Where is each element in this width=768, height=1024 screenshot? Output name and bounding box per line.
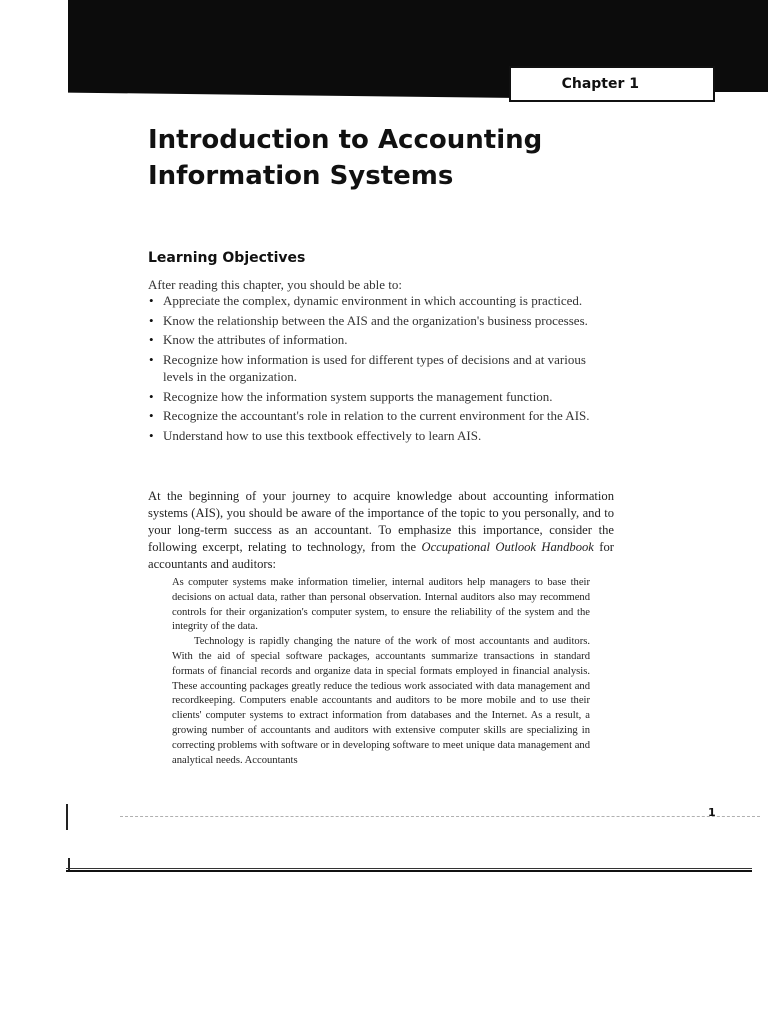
intro-text: At the beginning of your journey to acquire knowledge about accounting information systems (AIS), you should be aware of the importance of the topic to you personally, and to your long-term success as an accountant. To emphasize this importance, consider the following excerpt, relating to technology, from the bbox=[148, 489, 614, 554]
chapter-label: Chapter 1 bbox=[561, 76, 639, 92]
chapter-title-line-1: Introduction to Accounting bbox=[148, 125, 543, 155]
learning-objectives-heading: Learning Objectives bbox=[148, 250, 306, 266]
excerpt-paragraph-2: Technology is rapidly changing the nature of the work of most accountants and auditors. With the aid of special software packages, accountants summarize transactions in standard formats of financial records and organize data in special formats employed in financial analysis. These accounting packages greatly reduce the tedious work associated with data management and recordkeeping. Computers enable accountants and auditors to be more mobile and to use their clients' computer systems to extract information from databases and the Internet. As a result, a growing number of accountants and auditors with extensive computer skills are specializing in correcting problems with software or in developing software to meet unique data management and analytical needs. Accountants bbox=[172, 636, 590, 766]
learning-objectives-intro: After reading this chapter, you should be able to: bbox=[148, 277, 402, 292]
footer-mark bbox=[66, 804, 68, 830]
footer-rule bbox=[120, 816, 760, 818]
objective-item: • Understand how to use this textbook effectively to learn AIS. bbox=[148, 427, 618, 445]
chapter-box bbox=[509, 66, 715, 102]
excerpt-paragraph-1: As computer systems make information timelier, internal auditors help managers to base their decisions on actual data, rather than personal observation. Internal auditors also may recommend controls for their organization's computer system, to ensure the reliability of the system and the integrity of the data. bbox=[172, 577, 590, 633]
objective-item: • Recognize the accountant's role in relation to the current environment for the AIS. bbox=[148, 407, 618, 425]
page-number: 1 bbox=[708, 806, 716, 819]
objective-item: • Know the attributes of information. bbox=[148, 331, 618, 349]
intro-text-end: for accountants and auditors: bbox=[148, 540, 614, 571]
objective-item: • Appreciate the complex, dynamic environment in which accounting is practiced. bbox=[148, 292, 618, 310]
chapter-title-line-2: Information Systems bbox=[148, 161, 454, 191]
handbook-title: Occupational Outlook Handbook bbox=[421, 540, 594, 554]
objective-item: • Know the relationship between the AIS and the organization's business processes. bbox=[148, 312, 618, 330]
intro-paragraph bbox=[148, 488, 614, 573]
learning-objectives-list bbox=[148, 292, 618, 446]
handbook-excerpt bbox=[172, 576, 590, 768]
objective-item: • Recognize how information is used for different types of decisions and at various levels in the organization. bbox=[148, 351, 618, 386]
objective-item: • Recognize how the information system supports the management function. bbox=[148, 388, 618, 406]
chapter-title bbox=[148, 122, 668, 194]
bottom-rule bbox=[66, 868, 752, 872]
header-band-edge bbox=[68, 86, 518, 98]
